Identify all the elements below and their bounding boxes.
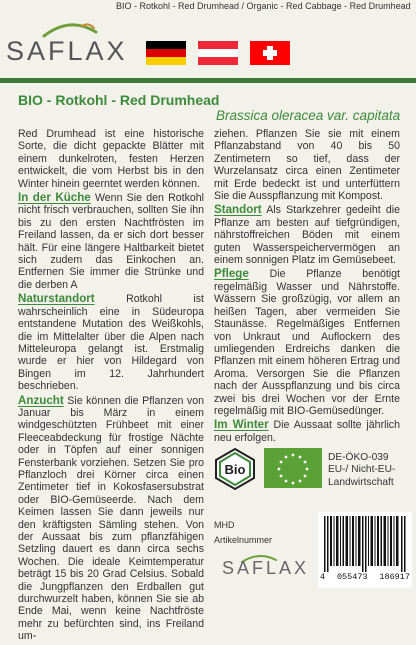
mhd-row <box>214 520 235 530</box>
barcode-digit-group: 4 <box>320 572 326 582</box>
anzucht-text: Sie können die Pflanzen von Januar bis März in einem windgeschützten Frühbeet mit einer Fleeceabdeckung für frostige Nächte oder in Töpfen auf einer sonnigen Fensterbank vorziehen. Setzen Sie pro Pflanzloch drei Körner circa einen Zentimeter tief in Kokosfasersubstrat oder BIO-Gemüseerde. Nach dem Keimen lassen Sie dann jeweils nur den kräftigsten Sämling stehen. Von der Aussaat bis zum pflanzfähigen Setzling dauert es dann circa sechs Wochen. Die ideale Keimtemperatur beträgt 15 bis 20 Grad Celsius. Sobald die Jungpflanzen den Erdballen gut durchwurzelt haben, können Sie sie ab Ende Mai, wenn keine Nachtfröste mehr zu befürchten sind, ins Freiland um- <box>18 394 204 643</box>
top-strip-text: BIO - Rotkohl - Red Drumhead / Organic - Red Cabbage - Red Drumhead <box>116 1 411 11</box>
bottom-saflax-logo <box>214 552 314 582</box>
barcode-digit-group: 055473 <box>336 572 368 582</box>
saflax-logo <box>6 36 128 67</box>
kueche-section <box>18 192 204 291</box>
standort-heading: Standort <box>214 203 262 217</box>
anzucht-section <box>18 395 204 643</box>
article-row <box>214 535 272 545</box>
top-strip <box>0 0 416 14</box>
barcode <box>318 512 412 588</box>
latin-name: Brassica oleracea var. capitata <box>216 108 401 123</box>
barcode-bars-icon <box>324 516 406 572</box>
bio-seal-label: Bio <box>224 462 246 477</box>
continued-paragraph: ziehen. Pflanzen Sie sie mit einem Pflanzabstand von 40 bis 50 Zentimetern so tief, dass der Wurzelansatz circa einen Zentimeter mit Erde bedeckt ist und unterfüttern Sie die Ausspflanzung mit Kompost. <box>214 128 400 203</box>
barcode-digits <box>320 572 410 582</box>
anzucht-heading: Anzucht <box>18 393 64 407</box>
standort-text: Als Starkzehrer gedeiht die Pflanze am besten auf tiefgründigen, nährstoffreichen Böden mit einem guten Wasserspeichervermögen an einem sonnigen Platz im Gemüsebeet. <box>214 204 401 267</box>
bio-seal-icon <box>214 448 256 490</box>
kueche-heading: In der Küche <box>18 191 91 205</box>
switzerland-flag-icon <box>250 41 290 65</box>
kueche-text: Wenn Sie den Rotkohl nicht frisch verbrauchen, sollten Sie ihn bis zu den ersten Nachtfrösten im Freiland lassen, da er sich dort besser hält. Für eine längere Haltbarkeit bietet sich zudem das Einkochen an. Entfernen Sie immer die Strünke und die derben A <box>18 192 204 291</box>
certification-origin: EU-/ Nicht-EU- <box>328 464 396 476</box>
pflege-heading: Pflege <box>214 267 249 281</box>
eu-organic-leaf-icon <box>264 448 322 488</box>
pflege-text: Die Pflanze benötigt regelmäßig Wasser und Nährstoffe. Wässern Sie großzügig, vor allem an heißen Tagen, aber vermeiden Sie Staunässe. Regelmäßiges Entfernen von Unkraut und Auflockern des umliegenden Erdreichs danken die Pflanzen mit einem höheren Ertrag und Aroma. Versorgen Sie die Pflanzen nach der Ausspflanzung und bis circa zwei bis drei Wochen vor der Ernte regelmäßig mit BIO-Gemüsedünger. <box>214 268 400 417</box>
winter-text: Die Aussaat sollte jährlich neu erfolgen. <box>214 419 400 444</box>
winter-section <box>214 419 400 444</box>
germany-flag-icon <box>146 41 186 65</box>
brand-name: SAFLAX <box>6 36 128 66</box>
header-divider <box>0 78 416 83</box>
winter-heading: Im Winter <box>214 418 269 432</box>
barcode-digit-group: 186917 <box>379 572 410 582</box>
certification-origin-2: Landwirtschaft <box>328 476 394 488</box>
bottom-brand-name: SAFLAX <box>222 558 310 578</box>
logo-swoosh-icon <box>42 22 98 40</box>
certification-code: DE-ÖKO-039 <box>328 452 389 463</box>
right-column <box>214 128 400 446</box>
page-title: BIO - Rotkohl - Red Drumhead <box>18 92 220 108</box>
article-label: Artikelnummer <box>214 535 273 545</box>
pflege-section <box>214 268 400 417</box>
austria-flag-icon <box>198 41 238 65</box>
naturstandort-section <box>18 293 204 392</box>
country-flags <box>146 41 290 65</box>
left-column <box>18 128 204 645</box>
naturstandort-text: Rotkohl ist wahrscheinlich eine in Südeuropa entstandene Mutation des Weißkohls, die im Mittelalter über die Alpen nach Mitteleuropa gelangt ist. Erstmalig wurde er hier von Hildegard von Bingen im 12. Jahrhundert beschrieben. <box>18 293 204 393</box>
certification-block <box>214 448 404 508</box>
certification-text <box>328 452 395 489</box>
mhd-label: MHD <box>214 520 235 530</box>
naturstandort-heading: Naturstandort <box>18 292 95 306</box>
intro-paragraph: Red Drumhead ist eine historische Sorte, die dicht gepackte Blätter mit einem dunkelroten, festen Herzen entwickelt, die vom Herbst bis in den Winter hinein geerntet werden können. <box>18 128 204 190</box>
standort-section <box>214 204 400 266</box>
